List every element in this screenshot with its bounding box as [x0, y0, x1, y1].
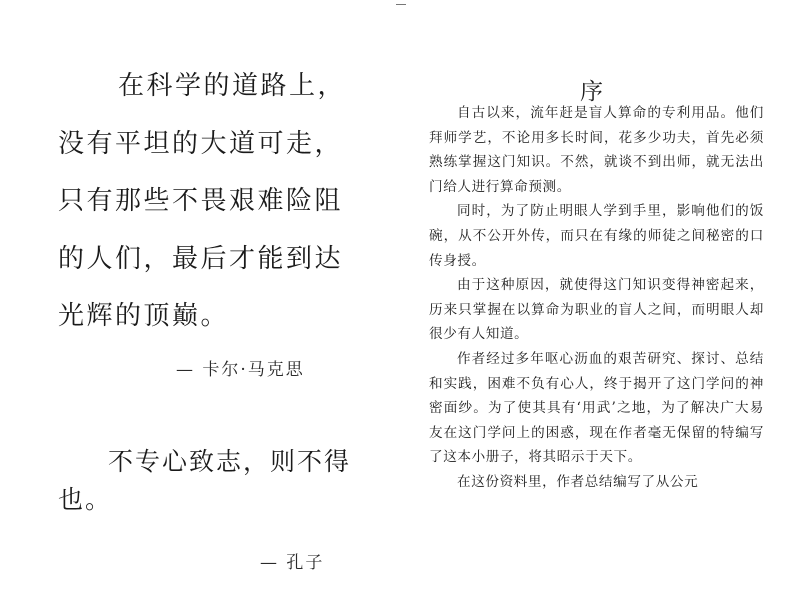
- quote-marx: 在科学的道路上，没有平坦的大道可走，只有那些不畏艰难险阻的人们，最后才能到达光辉的顶巅。: [58, 71, 347, 331]
- preface-title: 序: [580, 79, 604, 105]
- preface-body: [429, 101, 764, 495]
- preface-paragraph: 作者经过多年呕心沥血的艰苦研究、探讨、总结和实践，困难不负有心人，终于揭开了这门学问的神密面纱。为了使其具有‘用武’之地，为了解决广大易友在这门学问上的困惑，现在作者毫无保留的特编写了这本小册子，将其昭示于天下。: [429, 350, 764, 466]
- right-page: [400, 0, 793, 611]
- quote-confucius-attribution: — 孔子: [260, 553, 325, 573]
- preface-paragraph: 由于这种原因，就使得这门知识变得神密起来，历来只掌握在以算命为职业的盲人之间，而明眼人却很少有人知道。: [429, 277, 764, 343]
- quote-confucius: 不专心致志，则不得也。: [58, 447, 352, 514]
- preface-paragraph: 在这份资料里，作者总结编写了从公元: [457, 473, 699, 490]
- quote-marx-attribution: — 卡尔·马克思: [176, 360, 305, 380]
- preface-paragraph: 自古以来，流年赶是盲人算命的专利用品。他们拜师学艺，不论用多长时间，花多少功夫，首先必须熟练掌握这门知识。不然，就谈不到出师，就无法出门给人进行算命预测。: [429, 105, 764, 195]
- preface-paragraph: 同时，为了防止明眼人学到手里，影响他们的饭碗，从不公开外传，而只在有缘的师徒之间秘密的口传身授。: [429, 203, 764, 269]
